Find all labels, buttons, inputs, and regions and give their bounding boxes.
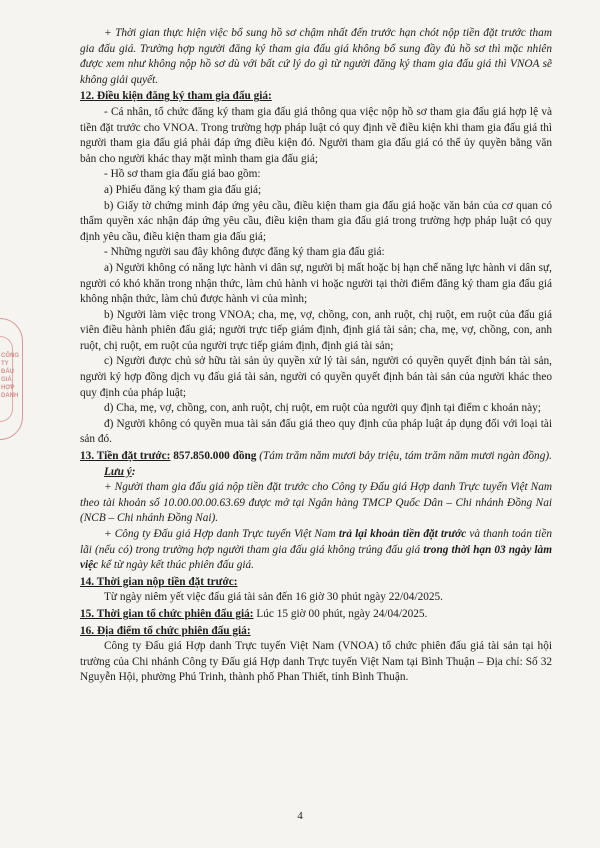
seal-lettering: CÔNG TY ĐẤU GIÁ HỢP DANH [1,353,19,399]
section-13-heading: 13. Tiền đặt trước: 857.850.000 đồng (Tám trăm năm mươi bảy triệu, tám trăm năm mươi ngàn đồng). [80,450,552,463]
note-bank-account: + Người tham gia đấu giá nộp tiền đặt trước cho Công ty Đấu giá Hợp danh Trực tuyến Việt Nam theo tài khoản số 10.00.00.00.63.69 được mở tại Ngân hàng TMCP Quốc Dân – Chi nhánh Đồng Nai (NCB – Chi nhánh Đồng Nai). [80,481,552,525]
section-12-heading: 12. Điều kiện đăng ký tham gia đấu giá: [80,90,272,103]
auction-time-text: Lúc 15 giờ 00 phút, ngày 24/04/2025. [256,607,428,620]
section-14-heading: 14. Thời gian nộp tiền đặt trước: [80,575,238,588]
ineligible-item-a: a) Người không có năng lực hành vi dân sự, người bị mất hoặc bị hạn chế năng lực hành vi dân sự, người có khó khăn trong nhận thức, làm chủ hành vi hoặc người tại thời điểm đăng ký tham gia đấu giá không nhận thức, làm chủ được hành vi của mình; [80,261,552,306]
registration-conditions-paragraph: - Cá nhân, tổ chức đăng ký tham gia đấu giá thông qua việc nộp hồ sơ tham gia đấu giá hợp lệ và tiền đặt trước cho VNOA. Trong trường hợp pháp luật có quy định về điều kiện khi tham gia đấu giá thì người tham gia đấu giá phải đáp ứng điều kiện đó. Người tham gia đấu giá có thể ủy quyền bằng văn bản cho người khác thay mặt mình tham gia đấu giá; [80,105,552,165]
supplement-deadline-paragraph: + Thời gian thực hiện việc bổ sung hồ sơ chậm nhất đến trước hạn chót nộp tiền đặt trước tham gia đấu giá. Trường hợp người đăng ký tham gia đấu giá không bổ sung đầy đủ hồ sơ thì mặc nhiên được xem như không nộp hồ sơ dù với bất cứ lý do gì từ người đăng ký tham gia đấu giá thì VNOA sẽ không giải quyết. [80,27,552,86]
dossier-intro: - Hồ sơ tham gia đấu giá bao gồm: [104,168,261,181]
deposit-amount-words: (Tám trăm năm mươi bảy triệu, tám trăm năm mươi ngàn đồng). [259,450,552,463]
dossier-item-a: a) Phiếu đăng ký tham gia đấu giá; [104,183,262,196]
deposit-period-text: Từ ngày niêm yết việc đấu giá tài sản đến 16 giờ 30 phút ngày 22/04/2025. [104,591,444,604]
ineligible-item-d: d) Cha, mẹ, vợ, chồng, con, anh ruột, chị ruột, em ruột của người quy định tại điểm c khoản này; [104,402,541,415]
ineligible-item-c: c) Người được chủ sở hữu tài sản ủy quyền xử lý tài sản, người có quyền quyết định bán tài sản, người ký hợp đồng dịch vụ đấu giá tài sản, người có quyền quyết định bán tài sản của người khác theo quy định của pháp luật; [80,355,552,399]
page-number: 4 [297,810,303,822]
section-16-heading: 16. Địa điểm tổ chức phiên đấu giá: [80,624,251,637]
ineligible-intro: - Những người sau đây không được đăng ký tham gia đấu giá: [104,246,385,259]
note-heading: Lưu ý: [104,465,136,478]
note-refund: + Công ty Đấu giá Hợp danh Trực tuyến Việt Nam trả lại khoản tiền đặt trước và thanh toán tiền lãi (nếu có) trong trường hợp người tham gia đấu giá không trúng đấu giá trong thời hạn 03 ngày làm việc kể từ ngày kết thúc phiên đấu giá. [80,528,552,572]
dossier-item-b: b) Giấy tờ chứng minh đáp ứng yêu cầu, điều kiện tham gia đấu giá hoặc văn bản của cơ quan có thẩm quyền xác nhận đáp ứng yêu cầu, điều kiện tham gia đấu giá trong trường hợp pháp luật có quy định yêu cầu, điều kiện tham gia đấu giá; [80,199,552,243]
deposit-amount: 857.850.000 đồng [173,450,257,463]
document-body [80,26,552,686]
ineligible-item-dd: đ) Người không có quyền mua tài sản đấu giá theo quy định của pháp luật áp dụng đối với loại tài sản đó. [80,417,552,446]
section-15-heading: 15. Thời gian tổ chức phiên đấu giá: Lúc 15 giờ 00 phút, ngày 24/04/2025. [80,607,428,620]
ineligible-item-b: b) Người làm việc trong VNOA; cha, mẹ, vợ, chồng, con, anh ruột, chị ruột, em ruột của đấu giá viên điều hành phiên đấu giá; người trực tiếp giám định, định giá tài sản; cha, mẹ, vợ, chồng, con, anh ruột, chị ruột, em ruột của người trực tiếp giám định, định giá tài sản; [80,308,552,352]
auction-venue-text: Công ty Đấu giá Hợp danh Trực tuyến Việt Nam (VNOA) tổ chức phiên đấu giá tài sản tại hội trường của Chi nhánh Công ty Đấu giá Hợp danh Trực tuyến Việt Nam tại Bình Thuận – Địa chỉ: Số 32 Nguyễn Hội, phường Phú Trinh, thành phố Phan Thiết, tỉnh Bình Thuận. [80,640,552,684]
